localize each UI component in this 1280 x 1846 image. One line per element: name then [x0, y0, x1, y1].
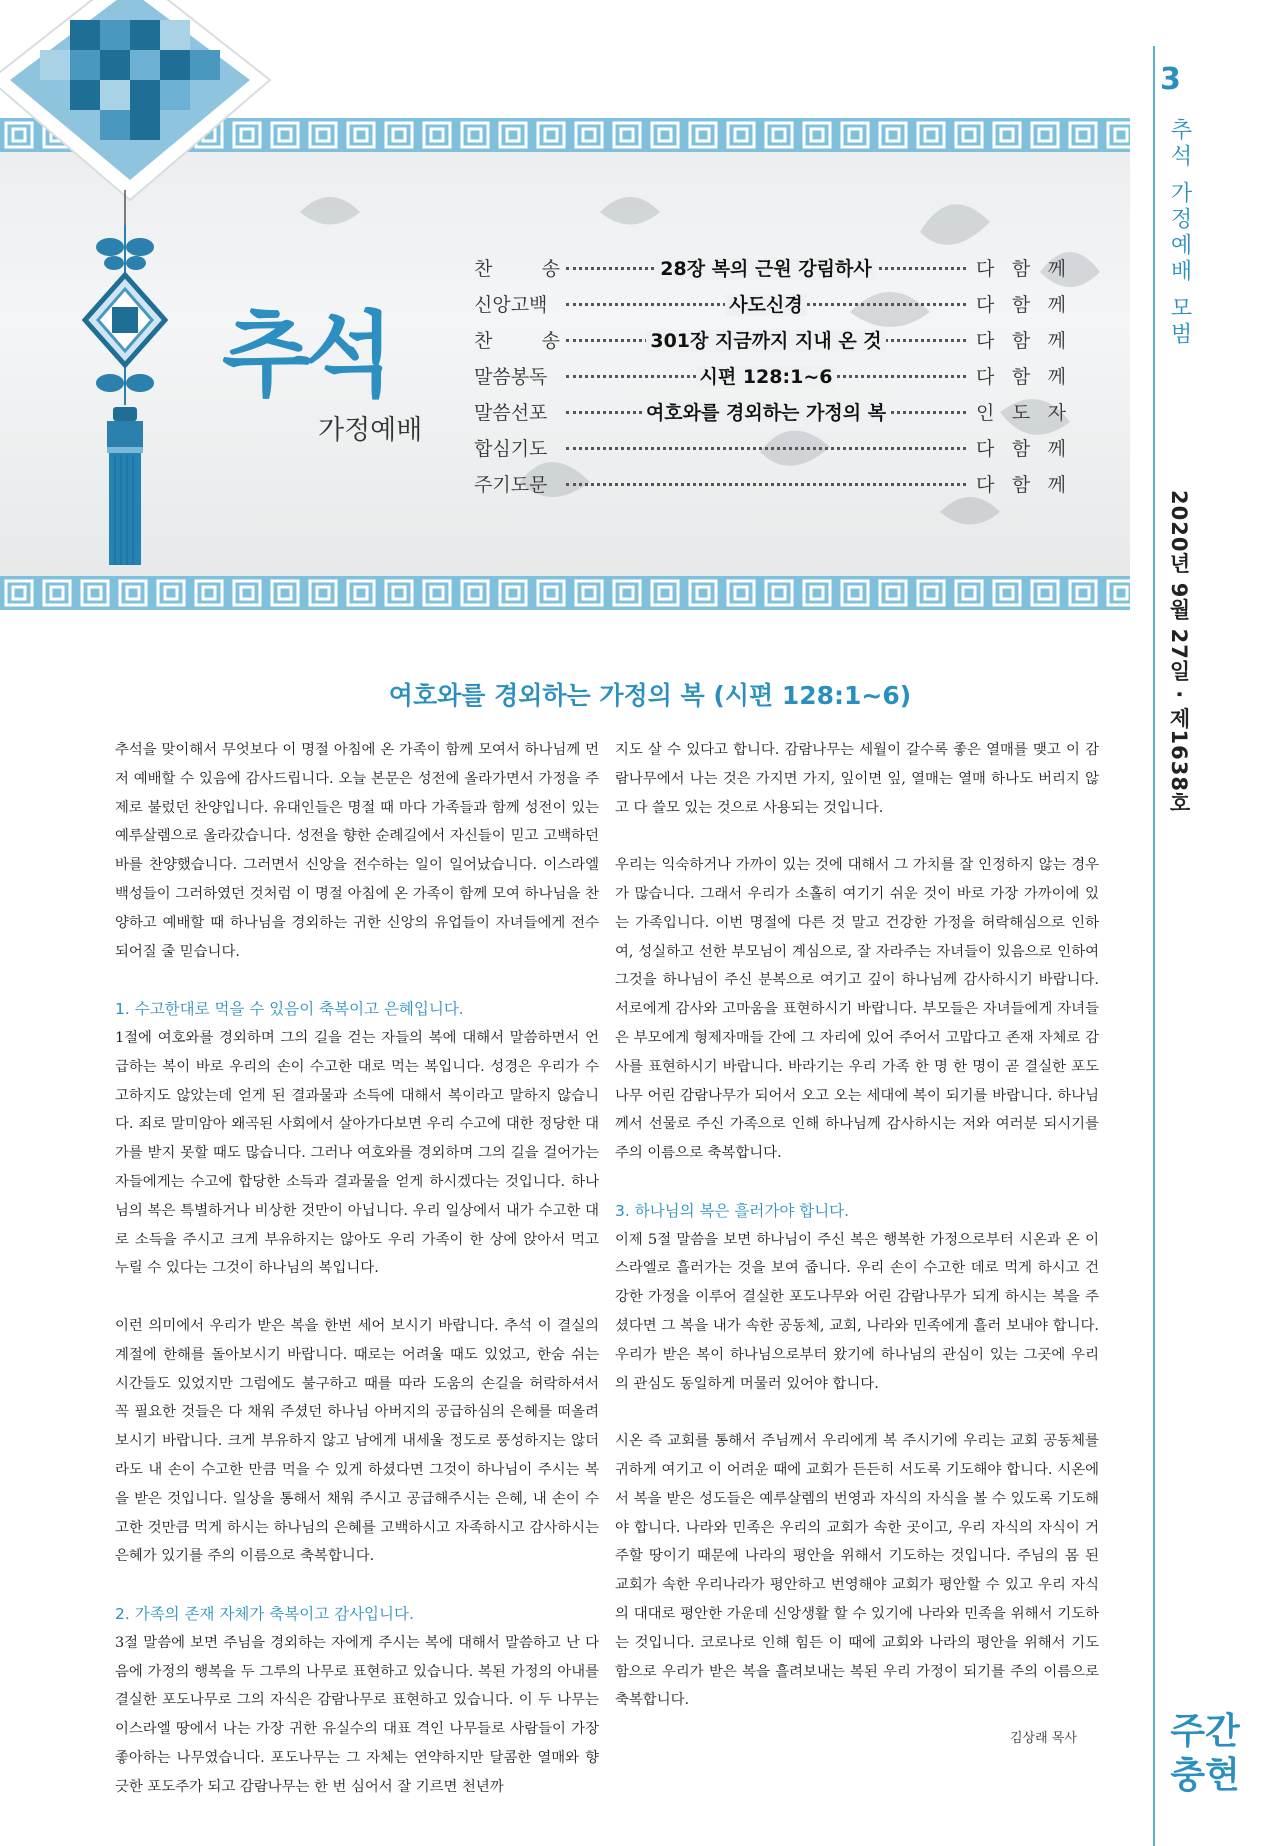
rail-issue-date: 2020년 9월 27일 · 제1638호 [1167, 490, 1191, 814]
rail-divider [1153, 46, 1155, 1846]
section-2-paragraph-continued: 지도 살 수 있다고 합니다. 감람나무는 세월이 갈수록 좋은 열매를 맺고 이 감람나무에서 나는 것은 가지면 가지, 잎이면 잎, 열매는 열매 하나도 버리지 않고 다 쓸모 있는 것으로 사용되는 것입니다. [615, 742, 1099, 816]
article-author: 김상래 목사 [1010, 1731, 1077, 1746]
order-leader [976, 254, 1066, 281]
section-heading-3: 3. 하나님의 복은 흘러가야 합니다. [615, 1201, 850, 1220]
order-leader-char: 다 [976, 366, 995, 388]
order-leader-char: 함 [1011, 330, 1031, 352]
order-item: 여호와를 경외하는 가정의 복 [642, 402, 890, 424]
order-label: 신앙고백 [474, 294, 548, 316]
section-3-paragraph: 이제 5절 말씀을 보면 하나님이 주신 복은 행복한 가정으로부터 시온과 온 이스라엘로 흘러가는 것을 보여 줍니다. 우리 손이 수고한 데로 먹게 하시고 건강한 가정을 이루어 결실한 포도나무와 어린 감람나무가 되게 하시는 복을 주셨다면 그 복을 내가 속한 공동체, 교회, 나라와 민족에게 흘러 보내야 합니다. 우리가 받은 복이 하나님으로부터 왔기에 하나님의 관심이 있는 그곳에 우리의 관심도 동일하게 머물러 있어야 합니다. [615, 1231, 1099, 1392]
order-label: 말씀선포 [474, 402, 548, 424]
order-leader-char: 께 [1047, 294, 1066, 316]
order-row [474, 326, 1066, 362]
order-leader-char: 함 [1011, 474, 1031, 496]
section-1-paragraph-2: 이런 의미에서 우리가 받은 복을 한번 세어 보시기 바랍니다. 추석 이 결실의 계절에 한해를 돌아보시기 바랍니다. 때로는 어려울 때도 있었고, 한숨 쉬는 시간들도 있었지만 그럼에도 불구하고 때를 따라 도움의 손길을 허락하셔서 꼭 필요한 것들은 다 채워 주셨던 하나님 아버지의 공급하심의 은혜를 떠올려 보시기 바랍니다. 크게 부유하지 않고 남에게 내세울 정도로 풍성하지는 않더라도 내 손이 수고한 만큼 먹을 수 있게 하셨다면 그것이 하나님이 주시는 복을 받은 것입니다. 일상을 통해서 채워 주시고 공급해주시는 은혜, 내 손이 수고한 것만큼 먹게 하시는 하나님의 은혜를 고백하시고 자족하시고 감사하시는 은혜가 있기를 주의 이름으로 축복합니다. [115, 1317, 599, 1565]
order-label: 찬 송 [474, 258, 560, 280]
order-row [474, 290, 1066, 326]
order-item: 사도신경 [725, 294, 806, 316]
kite-ornament-icon [0, 0, 300, 230]
section-heading-1: 1. 수고한대로 먹을 수 있음이 축복이고 은혜입니다. [115, 1000, 464, 1019]
order-item: 28장 복의 근원 강림하사 [656, 258, 875, 280]
order-leader-char: 함 [1011, 366, 1031, 388]
article-intro: 추석을 맞이해서 무엇보다 이 명절 아침에 온 가족이 함께 모여서 하나님께 먼저 예배할 수 있음에 감사드립니다. 오늘 본문은 성전에 올라가면서 가정을 주제로 불렀던 찬양입니다. 유대인들은 명절 때 마다 가족들과 함께 성전이 있는 예루살렘으로 올라갔습니다. 성전을 향한 순례길에서 자신들이 믿고 고백하던 바를 찬양했습니다. 그러면서 신앙을 전수하는 일이 일어났습니다. 이스라엘 백성들이 그러하였던 것처럼 이 명절 아침에 온 가족이 함께 모여 하나님을 찬양하고 예배할 때 하나님을 경외하는 귀한 신앙의 유업들이 자녀들에게 전수되어질 줄 믿습니다. [115, 742, 599, 960]
order-leader-char: 함 [1011, 438, 1031, 460]
order-leader-char: 자 [1047, 402, 1066, 424]
order-leader-char: 함 [1011, 258, 1031, 280]
header-subtitle: 가정예배 [318, 415, 423, 446]
section-2-paragraph-2: 우리는 익숙하거나 가까이 있는 것에 대해서 그 가치를 잘 인정하지 않는 경우가 많습니다. 그래서 우리가 소홀히 여기기 쉬운 것이 바로 가장 가까이에 있는 가족입니다. 이번 명절에 다른 것 말고 건강한 가정을 허락해심으로 인하여, 성실하고 선한 부모님이 계심으로, 잘 자라주는 자녀들이 있음으로 인하여 그것을 하나님이 주신 분복으로 여기고 깊이 하나님께 감사하시기 바랍니다. 서로에게 감사와 고마움을 표현하시기 바랍니다. 부모들은 자녀들에게 자녀들은 부모에게 형제자매들 간에 그 자리에 있어 주어서 고맙다고 존재 자체로 감사를 표현하시기 바랍니다. 바라기는 우리 가족 한 명 한 명이 곧 결실한 포도나무 어린 감람나무가 되어서 오고 오는 세대에 복이 되기를 바랍니다. 하나님께서 선물로 주신 가족으로 인해 하나님께 감사하시는 저와 여러분 되시기를 주의 이름으로 축복합니다. [615, 857, 1099, 1162]
order-label: 말씀봉독 [474, 366, 548, 388]
order-leader [976, 290, 1066, 317]
order-leader-dots [566, 483, 966, 486]
order-item: 시편 128:1~6 [696, 366, 837, 388]
section-heading-2: 2. 가족의 존재 자체가 축복이고 감사입니다. [115, 1604, 414, 1623]
article-title: 여호와를 경외하는 가정의 복 (시편 128:1~6) [388, 681, 912, 710]
order-leader-char: 께 [1047, 474, 1066, 496]
article-column-left [115, 736, 599, 1801]
brand-line-2: 충현 [1170, 1755, 1240, 1796]
order-row [474, 362, 1066, 398]
order-leader-char: 다 [976, 258, 995, 280]
order-row [474, 434, 1066, 470]
order-row [474, 470, 1066, 506]
order-leader-char: 인 [976, 402, 995, 424]
section-3-paragraph-2: 시온 즉 교회를 통해서 주님께서 우리에게 복 주시기에 우리는 교회 공동체를 귀하게 여기고 이 어려운 때에 교회가 든든히 서도록 기도해야 합니다. 시온에서 복을 받은 성도들은 예루살렘의 번영과 자식의 자식을 볼 수 있도록 기도해야 합니다. 나라와 민족은 우리의 교회가 속한 곳이고, 우리 자식의 자식이 거주할 땅이기 때문에 나라의 평안을 위해서 기도하는 것입니다. 주님의 몸 된 교회가 속한 우리나라가 평안하고 번영해야 교회가 평안할 수 있고 우리 자식의 대대로 평안한 가운데 신앙생활 할 수 있기에 나라와 민족을 위해서 기도하는 것입니다. 코로나로 인해 힘든 이 때에 교회와 나라의 평안을 위해서 기도함으로 우리가 받은 복을 흘려보내는 복된 우리 가정이 되기를 주의 이름으로 축복합니다. [615, 1433, 1099, 1709]
order-leader [976, 326, 1066, 353]
order-leader-char: 께 [1047, 366, 1066, 388]
order-leader [976, 434, 1066, 461]
section-2-paragraph: 3절 말씀에 보면 주님을 경외하는 자에게 주시는 복에 대해서 말씀하고 난 다음에 가정의 행복을 두 그루의 나무로 표현하고 있습니다. 복된 가정의 아내를 결실한 포도나무로 그의 자식은 감람나무로 표현하고 있습니다. 이 두 나무는 이스라엘 땅에서 나는 가장 귀한 유실수의 대표 격인 나무들로 사람들이 가장 좋아하는 나무였습니다. 포도나무는 그 자체는 연약하지만 달콤한 열매와 향긋한 포도주가 되고 감람나무는 한 번 심어서 잘 기르면 천년까 [115, 1634, 599, 1795]
header-title: 추석 [222, 302, 388, 409]
order-item: 301장 지금까지 지내 온 것 [646, 330, 885, 352]
order-leader-char: 다 [976, 438, 995, 460]
order-leader-char: 다 [976, 330, 995, 352]
norigae-tassel-icon [80, 225, 170, 595]
page-number: 3 [1160, 62, 1181, 97]
order-leader [976, 398, 1066, 425]
order-leader-char: 께 [1047, 258, 1066, 280]
order-leader-char: 도 [1011, 402, 1031, 424]
order-label: 찬 송 [474, 330, 560, 352]
brand-line-1: 주간 [1170, 1711, 1240, 1752]
publication-brand [1165, 1710, 1245, 1798]
order-row [474, 254, 1066, 290]
order-label: 주기도문 [474, 474, 548, 496]
order-of-service [474, 254, 1066, 506]
order-leader-char: 함 [1011, 294, 1031, 316]
order-leader-char: 다 [976, 474, 995, 496]
order-leader-char: 다 [976, 294, 995, 316]
order-leader-dots [566, 447, 966, 450]
rail-section-title: 추석 가정예배 모범 [1167, 118, 1192, 348]
section-1-paragraph: 1절에 여호와를 경외하며 그의 길을 걷는 자들의 복에 대해서 말씀하면서 언급하는 복이 바로 우리의 손이 수고한 대로 먹는 복입니다. 성경은 우리가 수고하지도 않았는데 얻게 된 결과물과 소득에 대해서 복이라고 말하지 않습니다. 죄로 말미암아 왜곡된 사회에서 살아가다보면 우리 수고에 대한 정당한 대가를 받지 못할 때도 많습니다. 그러나 여호와를 경외하며 그의 길을 걸어가는 자들에게는 수고에 합당한 소득과 결과물을 얻게 하시겠다는 것입니다. 하나님의 복은 특별하거나 비상한 것만이 아닙니다. 우리 일상에서 내가 수고한 대로 소득을 주시고 크게 부유하지는 않아도 우리 가족이 한 상에 앉아서 먹고 누릴 수 있다는 그것이 하나님의 복입니다. [115, 1029, 599, 1277]
order-label: 합심기도 [474, 438, 548, 460]
article-column-right [615, 736, 1099, 1715]
order-row [474, 398, 1066, 434]
order-leader-char: 께 [1047, 330, 1066, 352]
order-leader [976, 470, 1066, 497]
order-leader-char: 께 [1047, 438, 1066, 460]
order-leader [976, 362, 1066, 389]
